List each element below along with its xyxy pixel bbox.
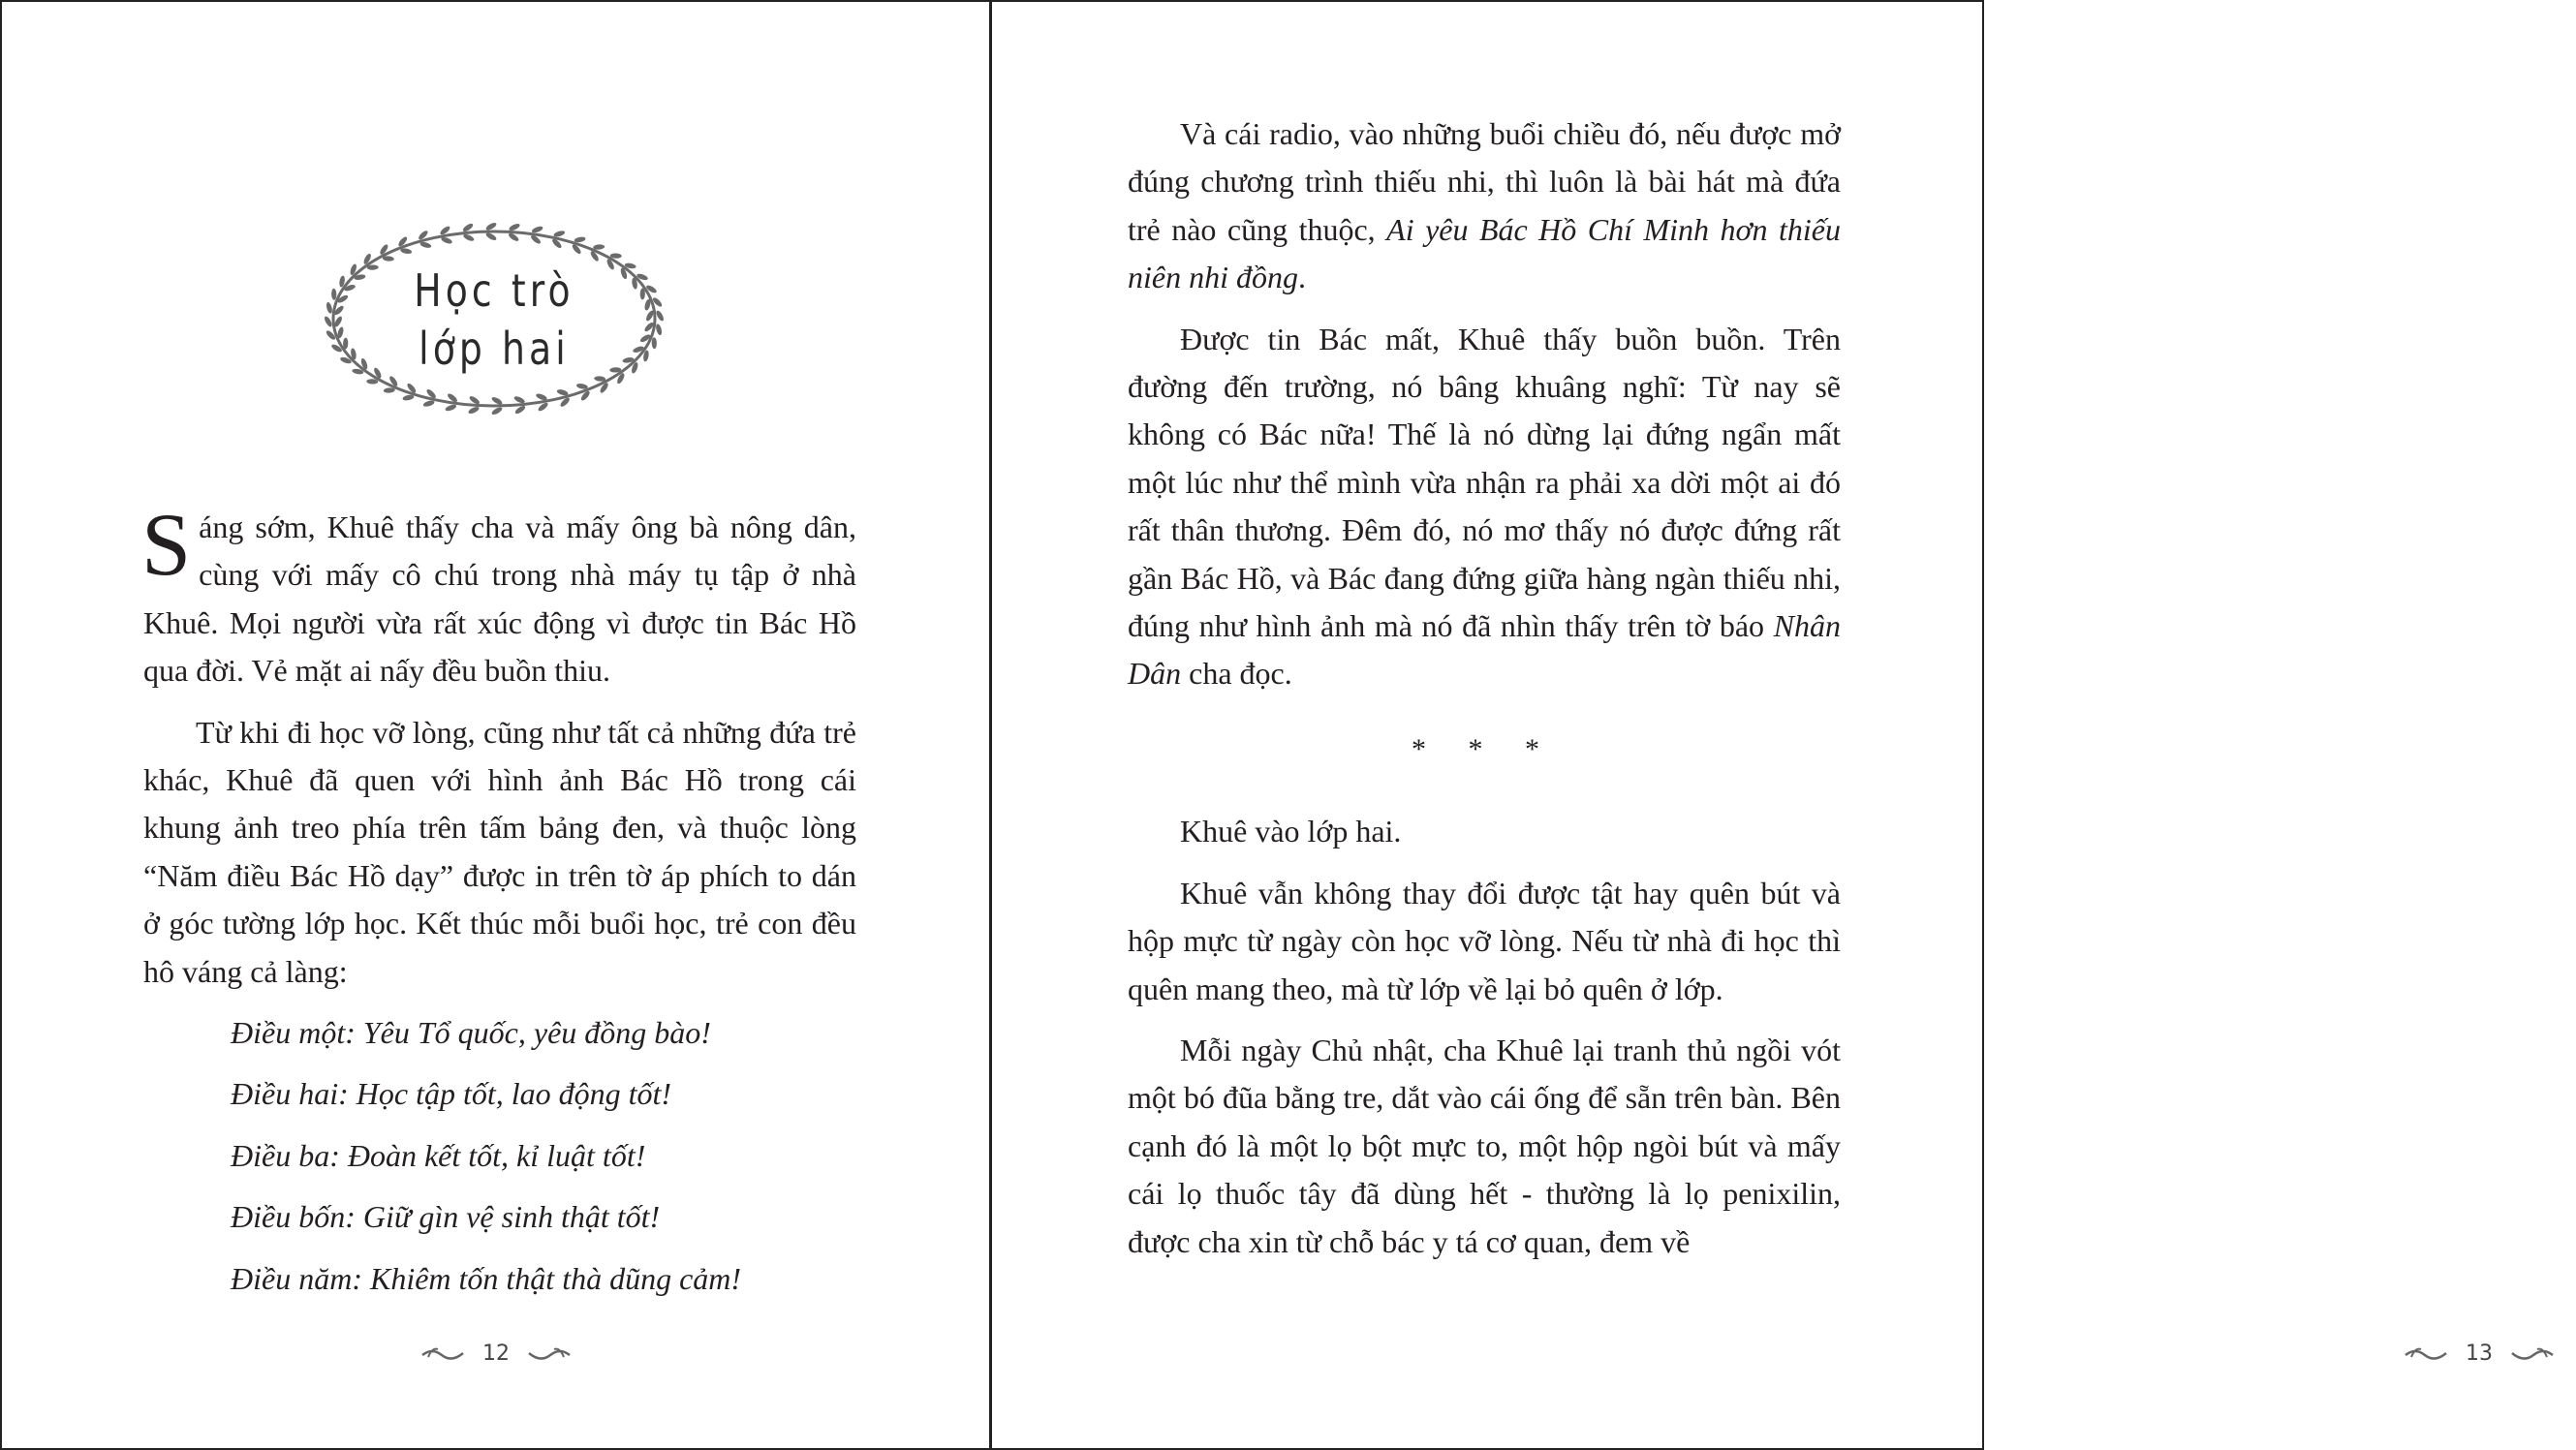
paragraph xyxy=(1128,110,1841,302)
paragraph: Khuê vào lớp hai. xyxy=(1180,814,1402,849)
paragraph-text: áng sớm, Khuê thấy cha và mấy ông bà nông dân, cùng với mấy cô chú trong nhà máy tụ tập ở nhà Khuê. Mọi người vừa rất xúc động vì được tin Bác Hồ qua đời. Vẻ mặt ai nấy đều buồn thiu. xyxy=(143,509,856,689)
teaching-item: Điều một: Yêu Tổ quốc, yêu đồng bào! xyxy=(231,1015,711,1051)
paragraph-text: cha đọc. xyxy=(1181,656,1292,692)
flourish-icon xyxy=(527,1343,572,1363)
page-number-text: 12 xyxy=(482,1341,510,1366)
paragraph xyxy=(1128,316,1841,698)
song-title: Ai yêu Bác Hồ Chí Minh hơn thiếu niên nhi đồng xyxy=(1128,211,1842,295)
teaching-item: Điều ba: Đoàn kết tốt, kỉ luật tốt! xyxy=(231,1137,646,1173)
paragraph-text: . xyxy=(1297,260,1306,295)
flourish-icon xyxy=(2404,1343,2448,1363)
paragraph xyxy=(141,495,856,695)
flourish-icon xyxy=(420,1343,465,1363)
right-body-text xyxy=(1128,110,1841,1280)
five-teachings-list xyxy=(143,1009,856,1303)
wreath-leaf xyxy=(485,222,498,232)
paragraph-text: Được tin Bác mất, Khuê thấy buồn buồn. Trên đường đến trường, nó bâng khuâng nghĩ: Từ nay sẽ không có Bác nữa! Thế là nó dừng lại đứng ngẩn mất một lúc như thể mình vừa nhận ra phải xa dời một ai đó rất thân thương. Đêm đó, nó mơ thấy nó được đứng rất gần Bác Hồ, và Bác đang đứng giữa hàng ngàn thiếu nhi, đúng như hình ảnh mà nó đã nhìn thấy trên tờ báo xyxy=(1128,321,1841,644)
teaching-item: Điều năm: Khiêm tốn thật thà dũng cảm! xyxy=(231,1260,742,1296)
wreath-leaf xyxy=(652,337,658,349)
left-page xyxy=(0,0,991,1450)
paragraph-text: Và cái radio, vào những buổi chiều đó, nếu được mở đúng chương trình thiếu nhi, thì luôn là bài hát mà đứa trẻ nào cũng thuộc, xyxy=(1128,116,1841,247)
flourish-icon xyxy=(2510,1343,2555,1363)
chapter-title-line-1: Học trò xyxy=(414,264,574,317)
chapter-title-line-2: lớp hai xyxy=(419,323,570,375)
wreath-leaf xyxy=(491,406,504,416)
chapter-title xyxy=(351,262,636,378)
paragraph: Khuê vẫn không thay đổi được tật hay quên bút và hộp mực từ ngày còn học vỡ lòng. Nếu từ nhà đi học thì quên mang theo, mà từ lớp về lại bỏ quên ở lớp. xyxy=(1128,875,1841,1006)
page-number-right xyxy=(2382,1339,2576,1366)
page-number-text: 13 xyxy=(2466,1341,2493,1366)
paragraph: Từ khi đi học vỡ lòng, cũng như tất cả những đứa trẻ khác, Khuê đã quen với hình ảnh Bác Hồ trong cái khung ảnh treo phía trên tấm bảng đen, và thuộc lòng “Năm điều Bác Hồ dạy” được in trên tờ áp phích to dán ở góc tường lớp học. Kết thúc mỗi buổi học, trẻ con đều hô váng cả làng: xyxy=(143,714,856,989)
wreath-leaf xyxy=(324,316,334,328)
wreath-leaf xyxy=(655,310,666,323)
teaching-item: Điều hai: Học tập tốt, lao động tốt! xyxy=(231,1076,672,1112)
right-page xyxy=(991,0,2493,1450)
wreath-leaf xyxy=(655,324,663,336)
wreath-leaf xyxy=(326,301,333,314)
wreath-leaf xyxy=(331,289,337,300)
left-body-text xyxy=(141,495,856,1316)
page-number-left xyxy=(399,1339,593,1366)
teaching-item: Điều bốn: Giữ gìn vệ sinh thật tốt! xyxy=(231,1199,661,1235)
section-separator: * * * xyxy=(1412,732,1557,765)
drop-cap: S xyxy=(141,495,192,594)
newspaper-title: Nhân Dân xyxy=(1128,608,1841,692)
paragraph: Mỗi ngày Chủ nhật, cha Khuê lại tranh thủ ngồi vót một bó đũa bằng tre, dắt vào cái ống để sẵn trên bàn. Bên cạnh đó là một lọ bột mực to, một hộp ngòi bút và mấy cái lọ thuốc tây đã dùng hết - thường là lọ penixilin, được cha xin từ chỗ bác y tá cơ quan, đem về xyxy=(1128,1032,1841,1259)
